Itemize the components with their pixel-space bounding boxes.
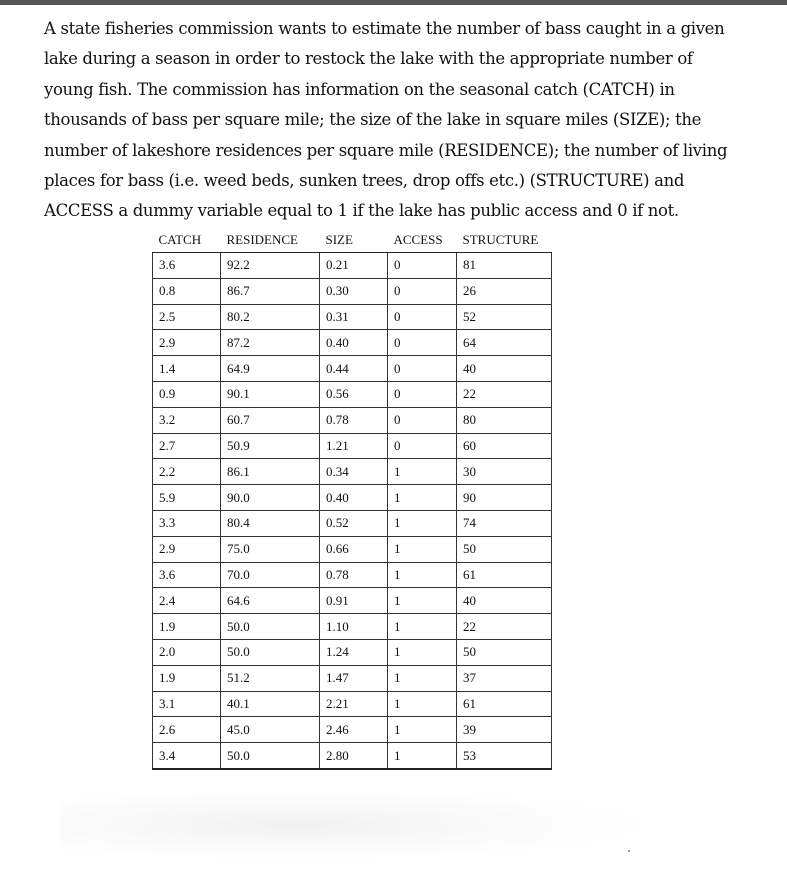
header-size: SIZE: [320, 228, 388, 253]
table-row: [153, 459, 552, 485]
paragraph-line: young fish. The commission has information on the seasonal catch (CATCH) in: [44, 79, 675, 99]
cell-structure: 74: [457, 510, 552, 536]
cell-access: 1: [388, 614, 457, 640]
cell-residence: 86.1: [221, 459, 320, 485]
table-row: [153, 665, 552, 691]
paragraph-line: A state fisheries commission wants to estimate the number of bass caught in a given: [44, 19, 725, 38]
table-row: [153, 356, 552, 382]
cell-size: 0.31: [320, 304, 388, 330]
cell-catch: 1.4: [153, 356, 221, 382]
cell-residence: 51.2: [221, 665, 320, 691]
cell-structure: 81: [457, 253, 552, 279]
cell-access: 1: [388, 459, 457, 485]
cell-size: 1.21: [320, 433, 388, 459]
cell-residence: 75.0: [221, 536, 320, 562]
cell-size: 0.21: [320, 253, 388, 279]
cell-access: 1: [388, 536, 457, 562]
table-row: [153, 485, 552, 511]
cell-residence: 92.2: [221, 253, 320, 279]
cell-structure: 90: [457, 485, 552, 511]
cell-structure: 50: [457, 639, 552, 665]
table-row: [153, 330, 552, 356]
table-row: [153, 536, 552, 562]
faint-smudge: [60, 790, 650, 860]
cell-catch: 2.6: [153, 717, 221, 743]
table-row: [153, 717, 552, 743]
table-row: [153, 278, 552, 304]
cell-residence: 90.1: [221, 381, 320, 407]
cell-residence: 64.9: [221, 356, 320, 382]
cell-size: 0.66: [320, 536, 388, 562]
cell-residence: 64.6: [221, 588, 320, 614]
cell-catch: 2.4: [153, 588, 221, 614]
cell-catch: 2.5: [153, 304, 221, 330]
cell-residence: 50.0: [221, 639, 320, 665]
header-structure: STRUCTURE: [457, 228, 552, 253]
table-row: [153, 562, 552, 588]
table-row: [153, 639, 552, 665]
cell-catch: 0.8: [153, 278, 221, 304]
cell-catch: 2.0: [153, 639, 221, 665]
cell-size: 0.56: [320, 381, 388, 407]
paragraph-line: number of lakeshore residences per square mile (RESIDENCE); the number of living: [44, 140, 728, 160]
cell-access: 1: [388, 510, 457, 536]
cell-residence: 90.0: [221, 485, 320, 511]
table-row: [153, 588, 552, 614]
cell-catch: 5.9: [153, 485, 221, 511]
problem-paragraph: [44, 14, 744, 227]
paragraph-line: ACCESS a dummy variable equal to 1 if the lake has public access and 0 if not.: [44, 201, 679, 221]
cell-structure: 61: [457, 562, 552, 588]
cell-catch: 2.7: [153, 433, 221, 459]
cell-residence: 60.7: [221, 407, 320, 433]
cell-access: 1: [388, 588, 457, 614]
paragraph-line: places for bass (i.e. weed beds, sunken trees, drop offs etc.) (STRUCTURE) and: [44, 171, 685, 191]
cell-access: 0: [388, 433, 457, 459]
cell-access: 0: [388, 381, 457, 407]
cell-structure: 64: [457, 330, 552, 356]
cell-residence: 70.0: [221, 562, 320, 588]
cell-structure: 61: [457, 691, 552, 717]
cell-structure: 80: [457, 407, 552, 433]
cell-size: 0.44: [320, 356, 388, 382]
cell-residence: 50.0: [221, 614, 320, 640]
cell-size: 2.46: [320, 717, 388, 743]
cell-structure: 30: [457, 459, 552, 485]
cell-access: 1: [388, 717, 457, 743]
header-catch: CATCH: [153, 228, 221, 253]
header-access: ACCESS: [388, 228, 457, 253]
cell-structure: 52: [457, 304, 552, 330]
table-row: [153, 510, 552, 536]
table-row: [153, 381, 552, 407]
table-row: [153, 691, 552, 717]
cell-catch: 2.9: [153, 330, 221, 356]
cell-access: 1: [388, 485, 457, 511]
cell-structure: 37: [457, 665, 552, 691]
cell-catch: 3.6: [153, 562, 221, 588]
cell-access: 0: [388, 253, 457, 279]
cell-access: 1: [388, 639, 457, 665]
cell-access: 0: [388, 278, 457, 304]
cell-catch: 1.9: [153, 614, 221, 640]
cell-catch: 3.2: [153, 407, 221, 433]
cell-catch: 2.2: [153, 459, 221, 485]
cell-residence: 86.7: [221, 278, 320, 304]
cell-structure: 26: [457, 278, 552, 304]
top-border: [0, 0, 787, 5]
table-row: [153, 304, 552, 330]
cell-structure: 22: [457, 614, 552, 640]
table-row: [153, 433, 552, 459]
cell-size: 0.40: [320, 330, 388, 356]
cell-structure: 22: [457, 381, 552, 407]
cell-residence: 50.9: [221, 433, 320, 459]
table-row: [153, 614, 552, 640]
cell-size: 0.34: [320, 459, 388, 485]
table-row: [153, 407, 552, 433]
cell-size: 0.30: [320, 278, 388, 304]
cell-access: 0: [388, 330, 457, 356]
cell-structure: 39: [457, 717, 552, 743]
cell-catch: 1.9: [153, 665, 221, 691]
cell-structure: 60: [457, 433, 552, 459]
cell-access: 0: [388, 356, 457, 382]
cell-catch: 3.3: [153, 510, 221, 536]
cell-catch: 2.9: [153, 536, 221, 562]
cell-catch: 3.6: [153, 253, 221, 279]
cell-size: 0.40: [320, 485, 388, 511]
stray-dot: [628, 850, 630, 852]
cell-catch: 0.9: [153, 381, 221, 407]
cell-size: 0.91: [320, 588, 388, 614]
table-row: [153, 253, 552, 279]
cell-access: 1: [388, 665, 457, 691]
cell-residence: 80.2: [221, 304, 320, 330]
header-residence: RESIDENCE: [221, 228, 320, 253]
data-table: [152, 228, 552, 770]
cell-residence: 40.1: [221, 691, 320, 717]
cell-residence: 80.4: [221, 510, 320, 536]
table-header-row: [153, 228, 552, 253]
cell-structure: 40: [457, 588, 552, 614]
cell-structure: 40: [457, 356, 552, 382]
table-body: [153, 253, 552, 769]
cell-structure: 53: [457, 743, 552, 769]
table-row: [153, 743, 552, 769]
cell-size: 0.52: [320, 510, 388, 536]
cell-residence: 87.2: [221, 330, 320, 356]
cell-catch: 3.4: [153, 743, 221, 769]
cell-size: 0.78: [320, 562, 388, 588]
cell-structure: 50: [457, 536, 552, 562]
cell-size: 1.24: [320, 639, 388, 665]
cell-size: 1.47: [320, 665, 388, 691]
cell-access: 1: [388, 562, 457, 588]
cell-size: 2.21: [320, 691, 388, 717]
cell-access: 0: [388, 304, 457, 330]
cell-size: 1.10: [320, 614, 388, 640]
cell-catch: 3.1: [153, 691, 221, 717]
cell-residence: 50.0: [221, 743, 320, 769]
cell-size: 2.80: [320, 743, 388, 769]
paragraph-line: lake during a season in order to restock the lake with the appropriate number of: [44, 49, 693, 69]
cell-residence: 45.0: [221, 717, 320, 743]
paragraph-line: thousands of bass per square mile; the size of the lake in square miles (SIZE); the: [44, 110, 702, 130]
cell-access: 0: [388, 407, 457, 433]
cell-size: 0.78: [320, 407, 388, 433]
cell-access: 1: [388, 743, 457, 769]
cell-access: 1: [388, 691, 457, 717]
